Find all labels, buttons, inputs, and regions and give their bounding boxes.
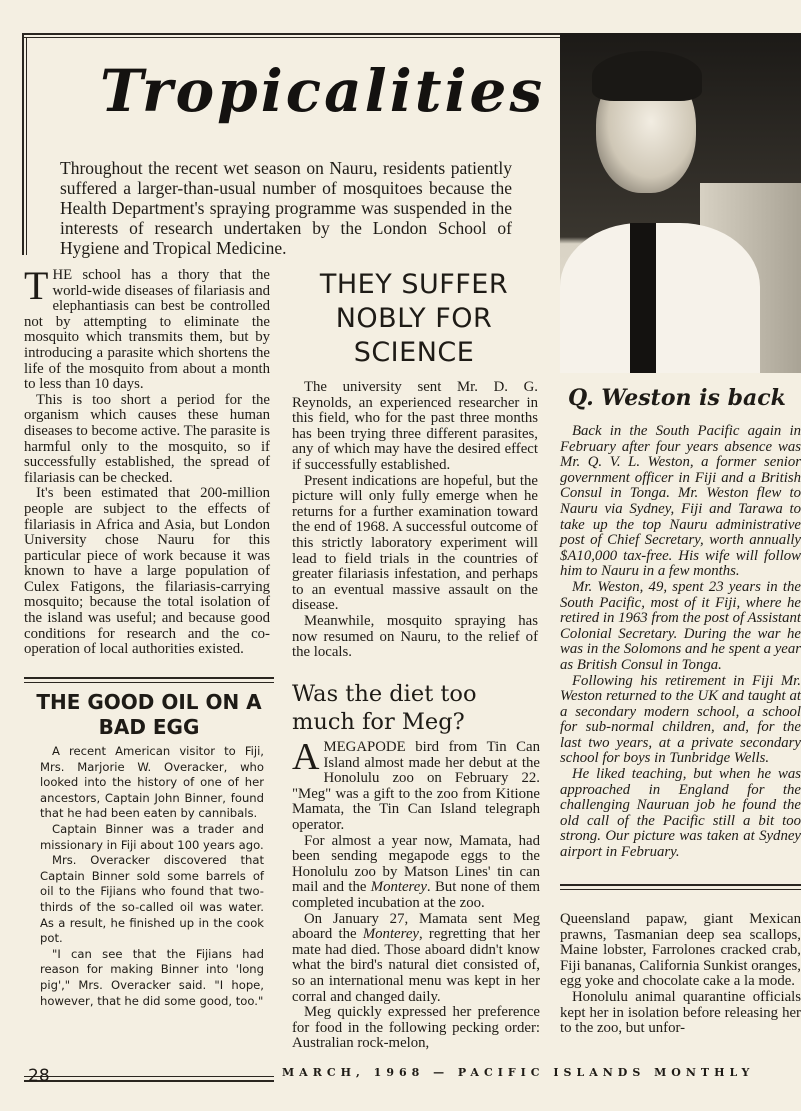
frame-rule-top bbox=[22, 33, 560, 35]
section-heading: Q. Weston is back bbox=[568, 385, 786, 411]
mosquito-article-column bbox=[24, 263, 270, 658]
meg-article-continued bbox=[560, 912, 801, 1037]
article-paragraph: Honolulu animal quarantine officials kept her in isolation before releasing her to the zoo, but unfor- bbox=[560, 988, 801, 1037]
good-oil-article bbox=[40, 744, 264, 1009]
section-heading: THEY SUFFER NOBLY FOR SCIENCE bbox=[319, 269, 509, 368]
section-heading: Was the diet too much for Meg? bbox=[292, 681, 477, 735]
section-heading: THE GOOD OIL ON A BAD EGG bbox=[36, 690, 262, 739]
meg-article bbox=[292, 736, 541, 1052]
article-paragraph: MEGAPODE bird from Tin Can Island almost made her debut at the Honolulu zoo on February 22. "Meg" was a gift to the zoo from Kitione Mamata, the Tin Can Island telegraph operator. bbox=[292, 739, 540, 833]
weston-article bbox=[560, 424, 801, 861]
article-text: . But none of them completed incubation at the zoo. bbox=[292, 879, 540, 911]
ship-name: Monterey bbox=[370, 879, 427, 896]
weston-photo bbox=[560, 33, 801, 373]
article-paragraph: Back in the South Pacific again in February after four years absence was Mr. Q. V. L. Weston, a former senior government officer in Fiji and a British Consul in Tonga. Mr. Weston flew to Nauru via Sydney, Fiji and Tarawa to take up the top Nauru administrative post of Chief Secretary, worth annually $A10,000 tax-free. His wife will follow him to Nauru in a few months. bbox=[560, 423, 801, 580]
article-paragraph: Queensland papaw, giant Mexican prawns, Tasmanian deep sea scallops, Maine lobster, Farrolones cracked crab, Fiji bananas, California Sunkist oranges, egg yoke and chocolate cake a la mode. bbox=[560, 911, 801, 990]
divider-rule bbox=[24, 677, 274, 679]
article-paragraph: Following his retirement in Fiji Mr. Weston returned to the UK and taught at a secondary modern school, a school for sub-normal children, and, for the last two years, at a private secondary school for boys in Tunbridge Wells. bbox=[560, 672, 801, 767]
article-paragraph: Mrs. Overacker discovered that Captain Binner sold some barrels of oil to the Fijians who found that two-thirds of the so-called oil was water. As a result, he finished up in the cook pot. bbox=[40, 853, 264, 946]
dropcap: T bbox=[24, 263, 49, 308]
article-paragraph: Meanwhile, mosquito spraying has now resumed on Nauru, to the relief of the locals. bbox=[292, 612, 538, 661]
page-number: 28 bbox=[28, 1066, 50, 1086]
frame-rule-left bbox=[22, 33, 24, 255]
article-paragraph: Present indications are hopeful, but the picture will only fully emerge when he returns for a further examination toward the end of 1968. A successful outcome of this strictly laboratory experiment will lead to field trials in the countries of greater filariasis infestation, and perhaps to an eventual massive assault on the disease. bbox=[292, 472, 538, 614]
frame-rule-top-inner bbox=[22, 37, 560, 38]
divider-rule bbox=[560, 889, 801, 890]
ship-name: Monterey bbox=[362, 926, 419, 943]
article-text: , regretting that her mate had died. Those aboard didn't know what the bird's natural diet consisted of, so an international menu was kept in her corral and changed daily. bbox=[292, 926, 541, 1005]
divider-rule bbox=[560, 884, 801, 886]
article-paragraph: A recent American visitor to Fiji, Mrs. Marjorie W. Overacker, who looked into the history of one of her ancestors, Captain John Binner, found that he had been eaten by cannibals. bbox=[40, 744, 264, 821]
divider-rule bbox=[24, 1080, 274, 1082]
article-text: For almost a year now, Mamata, had been sending megapode eggs to the Honolulu zoo by Matson Lines' tin can mail and the bbox=[292, 832, 540, 896]
article-paragraph: Meg quickly expressed her preference for food in the following pecking order: Australian rock-melon, bbox=[292, 1004, 540, 1052]
divider-rule bbox=[24, 1076, 274, 1077]
article-text: On January 27, Mamata sent Meg aboard the bbox=[292, 910, 540, 943]
article-paragraph: He liked teaching, but when he was approached in England for the challenging Nauruan job he found the old call of the Pacific still a bit too strong. Our picture was taken at Sydney airport in February. bbox=[560, 766, 801, 861]
running-footer: MARCH, 1968 — PACIFIC ISLANDS MONTHLY bbox=[282, 1066, 755, 1079]
page-title: Tropicalities bbox=[100, 57, 546, 125]
article-paragraph: It's been estimated that 200-million people are subject to the effects of filariasis in Africa and Asia, but London University chose Nauru for this particular piece of work because it was known to have a large population of Culex Fatigons, the filariasis-carrying mosquito; because the total isolation of the island was useful; and because good conditions for research and the co-operation of local authorities existed. bbox=[24, 485, 270, 658]
article-paragraph: HE school has a thory that the world-wide diseases of filariasis and elephantiasis can best be controlled not by attempting to eliminate the mosquito which transmits them, but by introducing a parasite which shortens the life of the mosquito from about a month to less than 10 days. bbox=[24, 267, 270, 393]
article-paragraph: Mr. Weston, 49, spent 23 years in the South Pacific, most of it Fiji, where he retired in 1963 from the post of Assistant Colonial Secretary. During the war he was in the Solomons and he spent a year as British Consul in Tonga. bbox=[560, 578, 801, 673]
mosquito-article-continued bbox=[292, 380, 538, 661]
intro-paragraph: Throughout the recent wet season on Nauru, residents patiently suffered a larger-than-usual number of mosquitoes because the Health Department's spraying programme was suspended in the interests of research undertaken by the London School of Hygiene and Tropical Medicine. bbox=[60, 158, 512, 258]
article-paragraph: "I can see that the Fijians had reason for making Binner into 'long pig'," Mrs. Overacker said. "I hope, however, that he did some good, too." bbox=[40, 946, 264, 1008]
article-paragraph: Captain Binner was a trader and missionary in Fiji about 100 years ago. bbox=[40, 821, 264, 852]
article-paragraph: The university sent Mr. D. G. Reynolds, an experienced researcher in this field, who for the past three months has been trying three different parasites, any of which may have the desired effect if successfully established. bbox=[292, 379, 538, 473]
divider-rule bbox=[24, 682, 274, 683]
article-paragraph: This is too short a period for the organism which causes these human diseases to become active. The parasite is harmful only to the mosquito, so if successfully established, the spread of filariasis can be checked. bbox=[24, 391, 270, 486]
dropcap: A bbox=[292, 736, 320, 778]
frame-rule-left-inner bbox=[26, 37, 27, 255]
